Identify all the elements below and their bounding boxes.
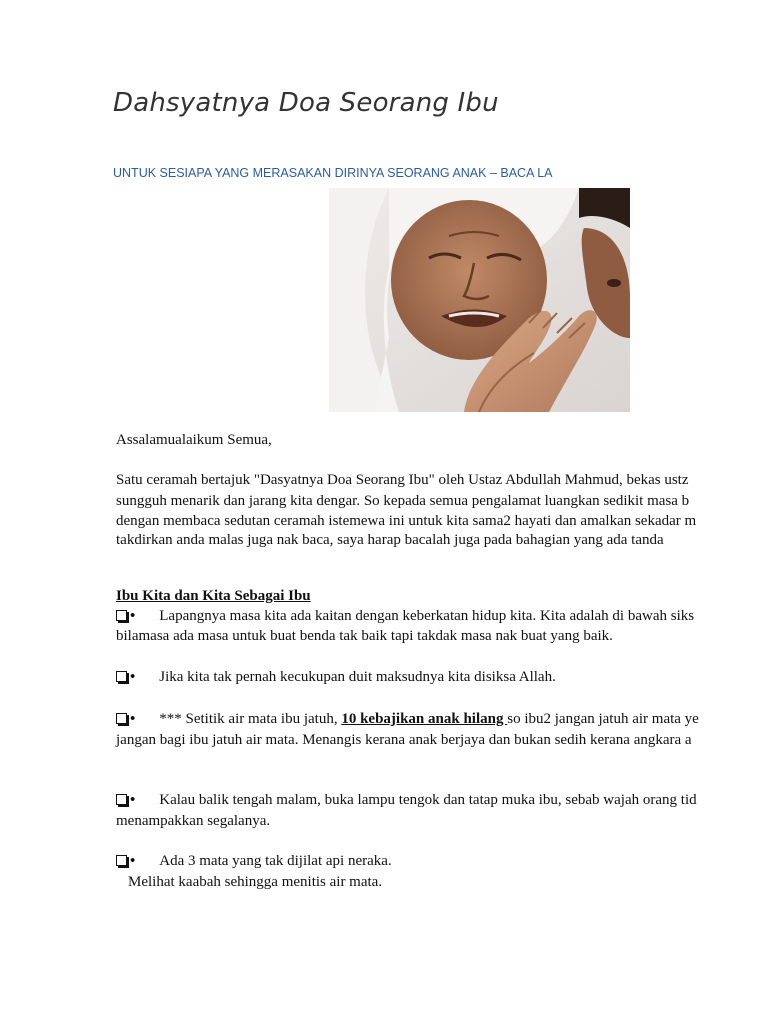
bullet-dot: • — [130, 792, 136, 808]
list-item-text: Lapangnya masa kita ada kaitan dengan keberkatan hidup kita. Kita adalah di bawah siks — [159, 608, 695, 624]
list-item-continuation: bilamasa ada masa untuk buat benda tak baik tapi takdak masa nak buat yang baik. — [116, 628, 613, 644]
emphasis-text: 10 kebajikan anak hilang — [341, 711, 508, 727]
list-item-continuation: jangan bagi ibu jatuh air mata. Menangis kerana anak berjaya dan bukan sedih kerana angkara a — [116, 732, 692, 748]
list-item-text: so ibu2 jangan jatuh air mata ye — [507, 711, 699, 727]
section-heading: Ibu Kita dan Kita Sebagai Ibu — [116, 588, 311, 604]
intro-line: takdirkan anda malas juga nak baca, saya harap bacalah juga pada bahagian yang ada tanda — [116, 532, 664, 548]
list-item-text: Ada 3 mata yang tak dijilat api neraka. — [159, 853, 392, 869]
list-item-text: *** Setitik air mata ibu jatuh, — [159, 711, 342, 727]
list-item-continuation: menampakkan segalanya. — [116, 813, 271, 829]
bullet-dot: • — [130, 669, 136, 685]
list-item-continuation: Melihat kaabah sehingga menitis air mata. — [128, 874, 383, 890]
list-item — [116, 608, 694, 625]
list-item-text: Jika kita tak pernah kecukupan duit maksudnya kita disiksa Allah. — [159, 669, 556, 685]
intro-line: sungguh menarik dan jarang kita dengar. So kepada semua pengalamat luangkan sedikit masa b — [116, 493, 690, 509]
list-item — [116, 853, 392, 870]
intro-line: Satu ceramah bertajuk "Dasyatnya Doa Seorang Ibu" oleh Ustaz Abdullah Mahmud, bekas ustz — [116, 472, 689, 488]
greeting-text: Assalamualaikum Semua, — [116, 432, 272, 448]
list-item — [116, 669, 556, 686]
checkbox-bullet-icon — [116, 713, 127, 724]
document-subtitle: UNTUK SESIAPA YANG MERASAKAN DIRINYA SEORANG ANAK – BACA LA — [113, 166, 553, 180]
checkbox-bullet-icon — [116, 855, 127, 866]
bullet-dot: • — [130, 711, 136, 727]
bullet-dot: • — [130, 853, 136, 869]
praying-mother-photo — [329, 188, 630, 412]
document-title: Dahsyatnya Doa Seorang Ibu — [113, 88, 499, 118]
intro-line: dengan membaca sedutan ceramah istemewa ini untuk kita sama2 hayati dan amalkan sekadar m — [116, 513, 697, 529]
bullet-dot: • — [130, 608, 136, 624]
list-item — [116, 792, 697, 809]
checkbox-bullet-icon — [116, 610, 127, 621]
checkbox-bullet-icon — [116, 671, 127, 682]
checkbox-bullet-icon — [116, 794, 127, 805]
list-item-text: Kalau balik tengah malam, buka lampu tengok dan tatap muka ibu, sebab wajah orang tid — [159, 792, 697, 808]
list-item — [116, 711, 699, 728]
